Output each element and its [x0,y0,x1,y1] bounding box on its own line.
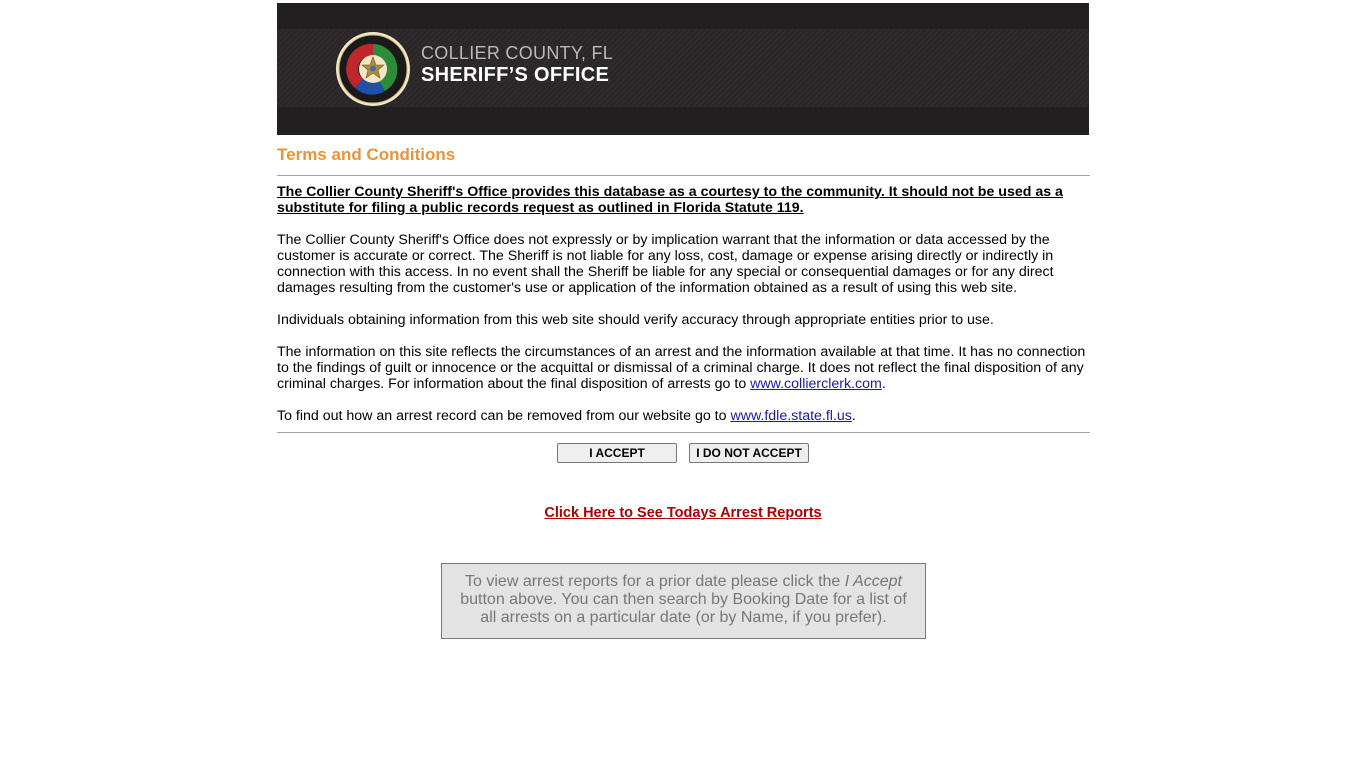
divider-top [277,175,1090,176]
collierclerk-link[interactable]: www.collierclerk.com [750,376,882,392]
disposition-text: The information on this site reflects the circumstances of an arrest and the information available at that time. It has no connection to the findings of guilt or innocence or the acquittal or dismissal of a criminal charge. It does not reflect the final disposition of any criminal charges. For information about the final disposition of arrests go to [277,344,1086,392]
todays-arrests-link[interactable]: Click Here to See Todays Arrest Reports [544,505,822,521]
page-container [277,3,1089,626]
todays-arrests-link-container [277,505,1089,521]
header-banner [277,3,1089,135]
terms-content [277,184,1089,440]
page-title: Terms and Conditions [277,145,456,164]
terms-paragraph-removal [277,408,1089,424]
prior-date-note [441,563,926,639]
disposition-end: . [881,376,886,392]
sheriff-seal-logo [335,31,411,107]
accept-button[interactable]: I ACCEPT [557,443,677,463]
note-text-after: button above. You can then search by Booking Date for a list of all arrests on a particular date (or by Name, if you prefer). [460,591,907,626]
terms-paragraph-warranty: The Collier County Sheriff's Office does not expressly or by implication warrant that the information or data accessed by the customer is accurate or correct. The Sheriff is not liable for any loss, cost, damage or expense arising directly or indirectly in connection with this access. In no event shall the Sheriff be liable for any special or consequential damages or for any direct damages resulting from the customer's use or application of the information obtained as a result of using this web site. [277,232,1054,296]
decline-button[interactable]: I DO NOT ACCEPT [689,443,809,463]
terms-lead: The Collier County Sheriff's Office provides this database as a courtesy to the community. It should not be used as a substitute for filing a public records request as outlined in Florida Statute 119. [277,184,1063,216]
fdle-link[interactable]: www.fdle.state.fl.us [730,408,852,424]
divider-bottom [277,432,1090,433]
terms-paragraph-verify: Individuals obtaining information from this web site should verify accuracy through appropriate entities prior to use. [277,312,994,328]
banner-office-text: SHERIFF’S OFFICE [421,64,610,86]
note-emphasis: I Accept [844,573,902,590]
banner-county-text: COLLIER COUNTY, FL [421,43,614,63]
note-text-before: To view arrest reports for a prior date please click the [465,573,845,590]
removal-end: . [851,408,856,424]
removal-text: To find out how an arrest record can be removed from our website go to [277,408,731,424]
terms-paragraph-disposition [277,344,1089,392]
